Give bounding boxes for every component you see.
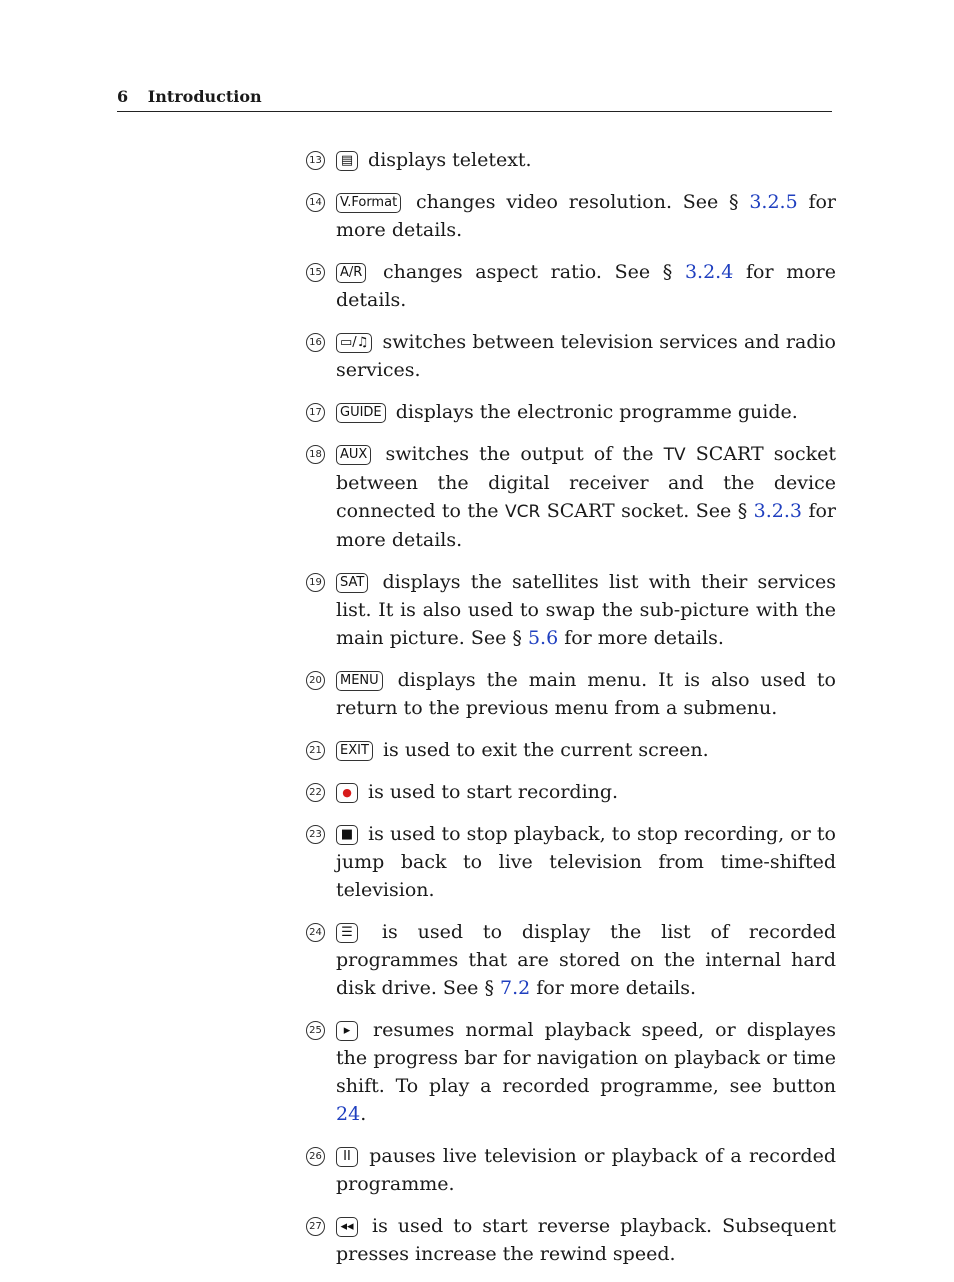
tv-label: TV xyxy=(663,445,686,465)
list-item xyxy=(306,440,836,554)
aux-key: AUX xyxy=(336,445,371,465)
list-item xyxy=(306,820,836,904)
section-link[interactable]: 5.6 xyxy=(527,627,559,649)
item-text: switches the output of the xyxy=(385,443,664,465)
item-number: 17 xyxy=(306,403,325,422)
item-text: changes aspect ratio. See § xyxy=(382,261,685,283)
item-number: 13 xyxy=(306,151,325,170)
list-item xyxy=(306,568,836,652)
item-text: . xyxy=(360,1103,367,1125)
sat-key: SAT xyxy=(336,573,368,593)
stop-key-icon: ■ xyxy=(336,825,358,845)
item-number: 23 xyxy=(306,825,325,844)
item-text: displays the satellites list with their services list. It is also used to swap the sub-picture with the main picture. See § xyxy=(336,571,836,649)
item-text: displays the electronic programme guide. xyxy=(395,401,798,423)
item-text: is used to start reverse playback. Subsequent presses increase the rewind speed. xyxy=(336,1215,836,1265)
item-text: for more details. xyxy=(558,627,724,649)
play-key-icon: ▸ xyxy=(336,1021,358,1041)
item-text: SCART socket. See § xyxy=(540,500,754,522)
list-item xyxy=(306,778,836,806)
exit-key: EXIT xyxy=(336,741,373,761)
vcr-label: VCR xyxy=(504,502,541,522)
pause-key-icon: II xyxy=(336,1147,358,1167)
item-number: 16 xyxy=(306,333,325,352)
list-item xyxy=(306,1212,836,1268)
item-text: displays teletext. xyxy=(368,149,532,171)
v-format-key: V.Format xyxy=(336,193,401,213)
item-text: is used to stop playback, to stop recording, or to jump back to live television from time-shifted television. xyxy=(336,823,836,901)
section-link[interactable]: 3.2.5 xyxy=(749,191,798,213)
record-key-icon: ● xyxy=(336,783,358,803)
item-number: 20 xyxy=(306,671,325,690)
item-number: 21 xyxy=(306,741,325,760)
item-text: pauses live television or playback of a recorded programme. xyxy=(336,1145,837,1195)
item-number: 19 xyxy=(306,573,325,592)
rewind-key-icon: ◂◂ xyxy=(336,1217,358,1237)
item-text: SCART socket between the digital receiver and the device connected to the xyxy=(336,443,836,522)
item-number: 27 xyxy=(306,1217,325,1236)
item-text: resumes normal playback speed, or displayes the progress bar for navigation on playback or time shift. To play a recorded programme, see button xyxy=(336,1019,836,1097)
item-text: switches between television services and radio services. xyxy=(336,331,836,381)
item-text: displays the main menu. It is also used to return to the previous menu from a submenu. xyxy=(336,669,836,719)
list-item xyxy=(306,258,836,314)
item-text: is used to display the list of recorded programmes that are stored on the internal hard disk drive. See § xyxy=(336,921,836,999)
section-link[interactable]: 3.2.4 xyxy=(684,261,734,283)
item-number: 18 xyxy=(306,445,325,464)
list-item xyxy=(306,146,836,174)
item-number: 14 xyxy=(306,193,325,212)
guide-key: GUIDE xyxy=(336,403,386,423)
section-link[interactable]: 7.2 xyxy=(500,977,531,999)
recordings-list-key-icon: ☰ xyxy=(336,923,358,943)
button-link[interactable]: 24 xyxy=(336,1103,361,1125)
item-text: for more details. xyxy=(336,500,837,551)
list-item xyxy=(306,1016,836,1128)
item-text: changes video resolution. See § xyxy=(415,191,750,213)
section-title: Introduction xyxy=(147,87,262,106)
aspect-ratio-key: A/R xyxy=(336,263,366,283)
list-item xyxy=(306,188,836,244)
item-number: 15 xyxy=(306,263,325,282)
item-text: is used to exit the current screen. xyxy=(382,739,709,761)
list-item xyxy=(306,398,836,426)
tv-radio-key-icon: ▭/♫ xyxy=(336,333,372,353)
item-number: 25 xyxy=(306,1021,325,1040)
list-item xyxy=(306,736,836,764)
item-text: is used to start recording. xyxy=(368,781,619,803)
page-header xyxy=(117,87,832,112)
item-number: 22 xyxy=(306,783,325,802)
menu-key: MENU xyxy=(336,671,383,691)
list-item xyxy=(306,666,836,722)
item-text: for more details. xyxy=(336,261,836,311)
item-number: 26 xyxy=(306,1147,325,1166)
list-item xyxy=(306,1142,836,1198)
list-item xyxy=(306,328,836,384)
section-link[interactable]: 3.2.3 xyxy=(753,500,803,522)
item-text: for more details. xyxy=(336,191,837,241)
page-number: 6 xyxy=(117,87,129,106)
item-number: 24 xyxy=(306,923,325,942)
teletext-key-icon: ▤ xyxy=(336,151,358,171)
list-item xyxy=(306,918,836,1002)
item-text: for more details. xyxy=(530,977,697,999)
remote-button-list xyxy=(306,146,836,1282)
